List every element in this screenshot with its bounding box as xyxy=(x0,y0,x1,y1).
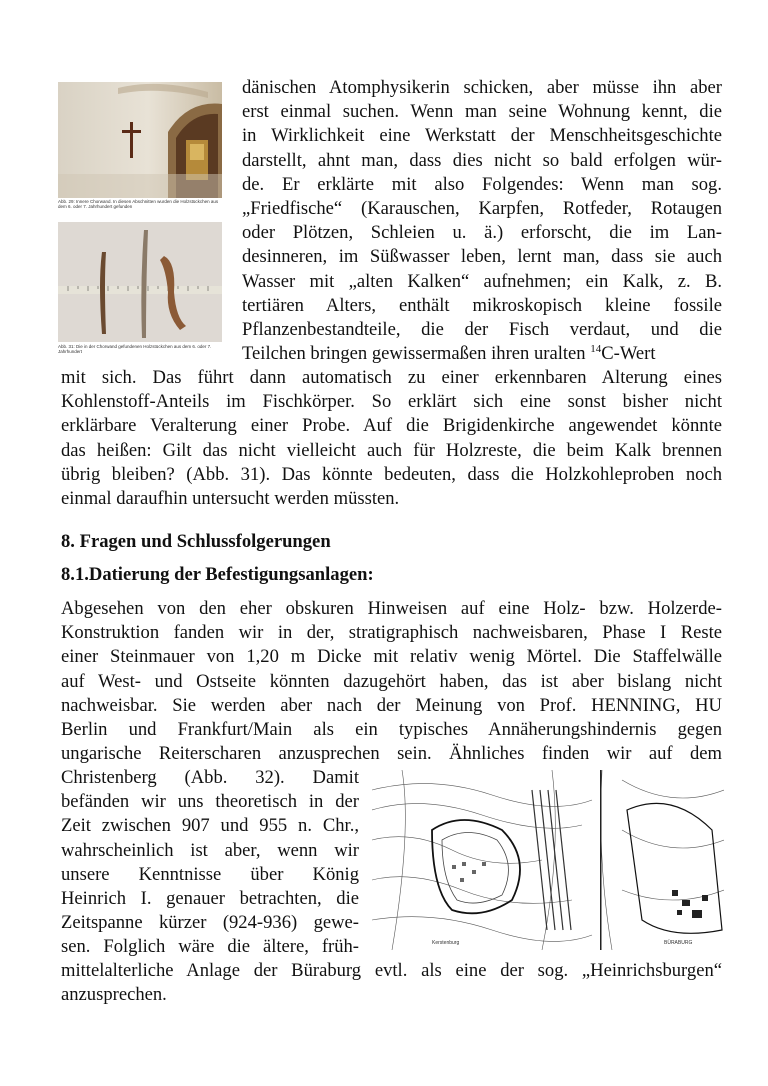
text-line: einer Steinmauer von 1,20 m Dicke mit relativ wenig Mörtel. Die Staffelwälle xyxy=(61,646,722,668)
text-line: oder Plötzen, Schleien u. ä.) erforscht, die im Lan- xyxy=(242,222,722,244)
text-line: übrig bleiben? (Abb. 31). Das könnte bedeuten, dass die Holzkohleproben noch xyxy=(61,463,722,485)
text-line: Wasser mit „alten Kalken“ aufnehmen; ein Kalk, z. B. xyxy=(242,270,722,292)
map-label-right: BÜRABURG xyxy=(664,940,693,946)
fortification-maps xyxy=(372,770,724,950)
text-line: wahrscheinlich ist aber, wenn wir xyxy=(61,839,359,861)
text-line: Heinrich I. genauer betrachten, die xyxy=(61,887,359,909)
paragraph-dating xyxy=(61,597,722,766)
text-line: Zeit zwischen 907 und 955 n. Chr., xyxy=(61,815,359,837)
line-text: Teilchen bringen gewissermaßen ihren uralten xyxy=(242,343,591,365)
text-line: sen. Folglich wäre die ältere, früh- xyxy=(61,936,359,958)
section-heading: 8. Fragen und Schlussfolgerungen xyxy=(61,531,331,552)
text-line: in Wirklichkeit eine Werkstatt der Menschheitsgeschichte xyxy=(242,125,722,147)
text-line-with-superscript xyxy=(242,342,722,366)
text-line: unsere Kenntnisse über König xyxy=(61,863,359,885)
text-line: „Friedfische“ (Karauschen, Karpfen, Rotfeder, Rotaugen xyxy=(242,197,722,219)
text-line: darstellt, ahnt man, dass dies nicht so bald erfolgen wür- xyxy=(242,149,722,171)
photo-caption: Abb. 31: Die in der Chorwand gefundenen Holzstückchen aus dem 6. oder 7. Jahrhundert xyxy=(58,344,212,354)
text-line: Pflanzenbestandteile, die der Fisch verdaut, und die xyxy=(242,318,722,340)
crucifix-image xyxy=(58,82,222,198)
wood-samples-photo xyxy=(58,222,222,342)
text-line: ungarische Reiterscharen anzusprechen sein. Ähnliches finden wir auf dem xyxy=(61,743,722,765)
line-text-end: C-Wert xyxy=(601,343,656,365)
church-wall-photo xyxy=(58,82,222,198)
photo-caption: Abb. 29: Innere Chorwand. In diesen Abschnitten wurden die Holzstückchen aus dem 6. oder 7. Jahrhundert gefunden xyxy=(58,199,219,209)
text-line: nachweisbar. Sie werden aber nach der Meinung von Prof. HENNING, HU xyxy=(61,694,722,716)
text-line: befänden wir uns theoretisch in der xyxy=(61,791,359,813)
text-line: erklärbare Veralterung einer Probe. Auf die Brigidenkirche angewendet könnte xyxy=(61,415,722,437)
text-line: de. Er erklärte mit also Folgendes: Wenn man sog. xyxy=(242,173,722,195)
text-line: tertiären Alters, enthält mikroskopisch kleine fossile xyxy=(242,294,722,316)
paragraph-left-column xyxy=(61,766,359,960)
text-line: dänischen Atomphysikerin schicken, aber müsse ihn aber xyxy=(242,77,722,98)
map-label-left: Kerstenburg xyxy=(432,940,460,946)
text-line: auf West- und Ostseite könnten dazugehört haben, das ist aber bislang nicht xyxy=(61,670,722,692)
paragraph-final xyxy=(61,959,722,1007)
wood-samples-image xyxy=(58,222,222,342)
text-line: Abgesehen von den eher obskuren Hinweisen auf eine Holz- bzw. Holzerde- xyxy=(61,598,722,619)
text-line: erst einmal suchen. Wenn man seine Wohnung kennt, die xyxy=(242,101,722,123)
text-line: das heißen: Gilt das nicht vielleicht auch für Holzreste, die beim Kalk brennen xyxy=(61,439,722,461)
paragraph-continuation xyxy=(61,366,722,511)
text-line: mit sich. Das führt dann automatisch zu einer erkennbaren Alterung eines xyxy=(61,367,722,388)
text-line: Konstruktion fanden wir in der, stratigraphisch nachweisbaren, Phase I Reste xyxy=(61,622,722,644)
text-line: Kohlenstoff-Anteils im Fischkörper. So erklärt sich eine sonst bisher nicht xyxy=(61,391,722,413)
paragraph-top xyxy=(242,76,722,366)
text-line: mittelalterliche Anlage der Büraburg evtl. als eine der sog. „Heinrichsburgen“ xyxy=(61,960,722,981)
text-line: anzusprechen. xyxy=(61,984,167,1006)
text-line: Christenberg (Abb. 32). Damit xyxy=(61,767,359,788)
subsection-heading: 8.1.Datierung der Befestigungsanlagen: xyxy=(61,564,374,585)
site-plan-image xyxy=(372,770,724,950)
text-line: Zeitspanne kürzer (924-936) gewe- xyxy=(61,912,359,934)
text-line: einmal daraufhin untersucht werden müssten. xyxy=(61,487,400,509)
superscript: 14 xyxy=(590,342,602,355)
text-line: desinneren, im Süßwasser leben, lernt man, dass sie auch xyxy=(242,246,722,268)
text-line: Berlin und Frankfurt/Main als ein typisches Annäherungshindernis gegen xyxy=(61,718,722,740)
